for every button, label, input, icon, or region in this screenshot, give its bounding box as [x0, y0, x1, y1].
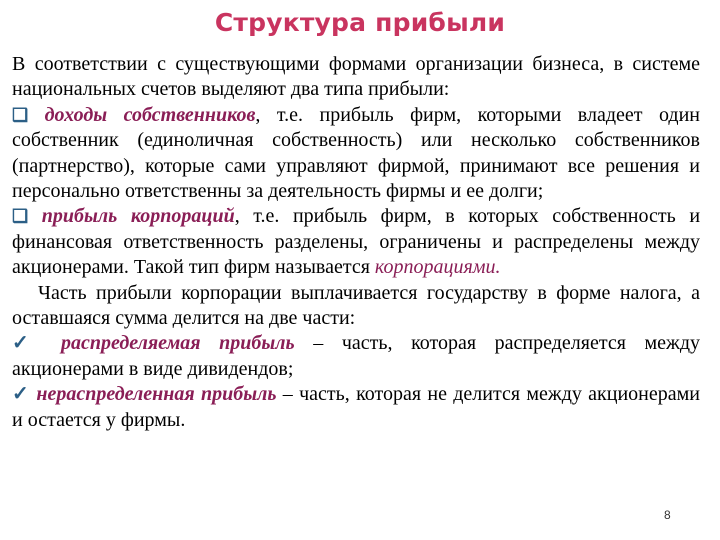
owner-income-text: , т.е. прибыль фирм, которыми владеет один собственник (единоличная собственность) или несколько собственников (партнерство), которые сами управляют фирмой, принимают все решения и персонально ответственны за деятельность фирмы и ее долги;: [12, 103, 700, 203]
list-item-owner-income: [12, 103, 700, 205]
term-retained-profit: нераспределенная прибыль: [36, 383, 277, 406]
list-item-distributed-profit: [12, 331, 700, 382]
tax-paragraph: Часть прибыли корпорации выплачивается государству в форме налога, а оставшаяся сумма делится на две части:: [12, 281, 700, 330]
term-corporate-profit: прибыль корпораций: [41, 205, 235, 228]
checkmark-icon: ✓: [12, 383, 31, 406]
square-bullet-icon: ❑: [12, 206, 29, 227]
checkmark-icon: ✓: [12, 332, 43, 355]
corporate-profit-text: , т.е. прибыль фирм, в которых собственность и финансовая ответственность разделены, ограничены и распределены между акционерами. Такой тип фирм называется: [12, 205, 701, 279]
square-bullet-icon: ❑: [12, 104, 29, 125]
term-corporations: корпорациями.: [374, 256, 501, 279]
page-number: 8: [664, 508, 671, 522]
distributed-profit-text: – часть, которая распределяется между акционерами в виде дивидендов;: [12, 332, 700, 380]
term-owner-income: доходы собственников: [44, 103, 256, 126]
slide-body: [12, 52, 700, 433]
list-item-corporate-profit: [12, 204, 700, 280]
intro-paragraph: В соответствии с существующими формами организации бизнеса, в системе национальных счетов выделяют два типа прибыли:: [12, 53, 700, 101]
term-distributed-profit: распределяемая прибыль: [60, 332, 295, 355]
list-item-retained-profit: [12, 382, 700, 433]
retained-profit-text: – часть, которая не делится между акционерами и остается у фирмы.: [12, 383, 700, 431]
slide-title: Структура прибыли: [214, 8, 506, 37]
